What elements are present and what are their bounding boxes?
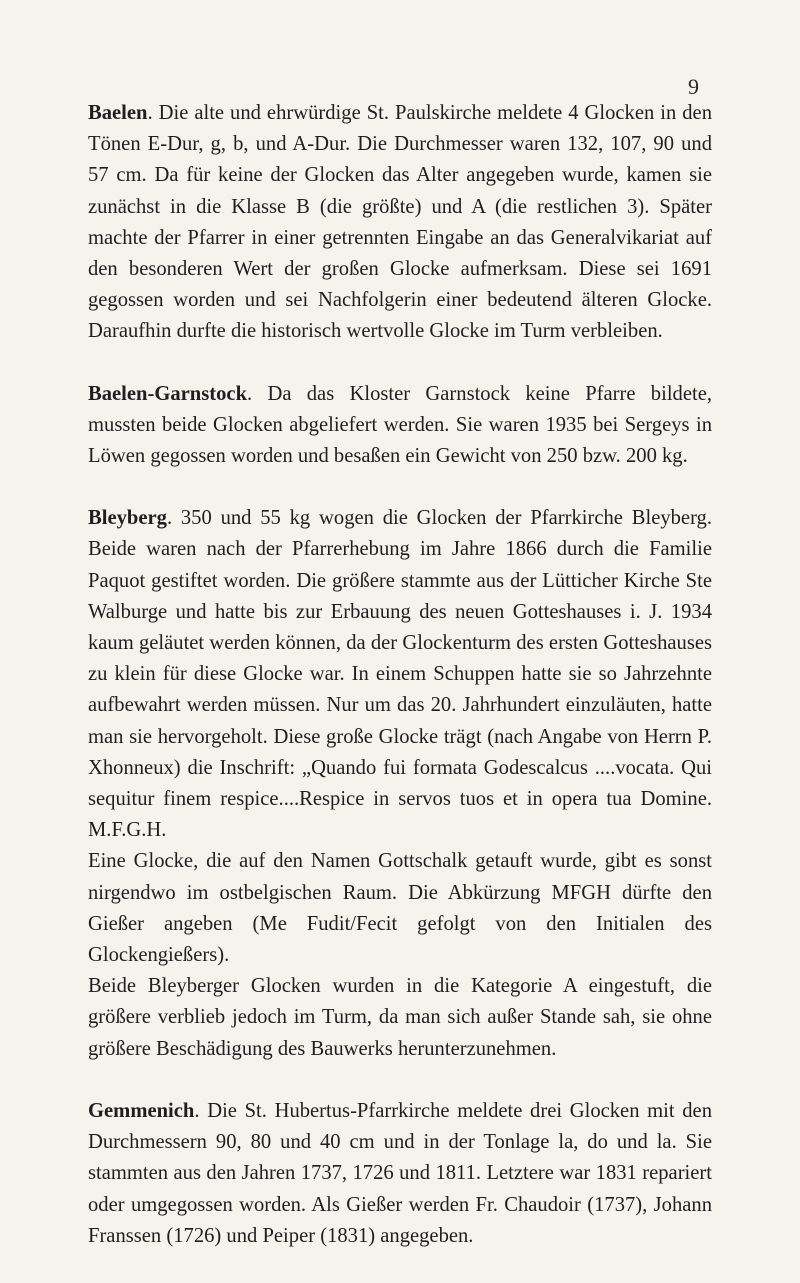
page-content [88,98,712,1283]
paragraph: Beide Bleyberger Glocken wurden in die Kategorie A eingestuft, die größere verblieb jedoch im Turm, da man sich außer Stande sah, sie ohne größere Beschädigung des Bauwerks herunterzunehmen. [88,975,712,1060]
section-heading: Baelen [88,102,148,124]
section-heading: Baelen-Garnstock [88,382,248,405]
section-baelen-garnstock [88,379,712,473]
section-baelen [88,98,712,348]
section-text: . Da das Kloster Garnstock keine Pfarre bildete, mussten beide Glocken abgeliefert werden. Sie waren 1935 bei Sergeys in Löwen gegossen worden und besaßen ein Gewicht von 250 bzw. 200 kg. [88,382,712,468]
section-text: . 350 und 55 kg wogen die Glocken der Pfarrkirche Bleyberg. Beide waren nach der Pfarrerhebung im Jahre 1866 durch die Familie Paquot gestiftet worden. Die größere stammte aus der Lütticher Kirche Ste Walburge und hatte bis zur Erbauung des neuen Gotteshauses i. J. 1934 kaum geläutet werden können, da der Glockenturm des ersten Gotteshauses zu klein für diese Glocke war. In einem Schuppen hatte sie so Jahrzehnte aufbewahrt werden müssen. Nur um das 20. Jahrhundert einzuläuten, hatte man sie hervorgeholt. Diese große Glocke trägt (nach Angabe von Herrn P. Xhonneux) die Inschrift: „Quando fui formata Godescalcus ....vocata. Qui sequitur finem respice....Respice in servos tuos et in opera tua Domine. M.F.G.H. [88,507,712,842]
section-heading: Bleyberg [88,507,167,530]
page-number: 9 [688,74,699,99]
section-text: . Die St. Hubertus-Pfarrkirche meldete drei Glocken mit den Durchmessern 90, 80 und 40 cm und in der Tonlage la, do und la. Sie stammten aus den Jahren 1737, 1726 und 1811. Letztere war 1831 repariert oder umgegossen worden. Als Gießer werden Fr. Chaudoir (1737), Johann Franssen (1726) und Peiper (1831) angegeben. [88,1099,712,1247]
paragraph: Eine Glocke, die auf den Namen Gottschalk getauft wurde, gibt es sonst nirgendwo im ostbelgischen Raum. Die Abkürzung MFGH dürfte den Gießer angeben (Me Fudit/Fecit gefolgt von den Initialen des Glockengießers). [88,850,712,967]
section-gemmenich [88,1096,712,1252]
section-bleyberg [88,503,712,846]
section-heading: Gemmenich [88,1099,195,1122]
section-text: . Die alte und ehrwürdige St. Paulskirche meldete 4 Glocken in den Tönen E-Dur, g, b, und A-Dur. Die Durchmesser waren 132, 107, 90 und 57 cm. Da für keine der Glocken das Alter angegeben wurde, kamen sie zunächst in die Klasse B (die größte) und A (die restlichen 3). Später machte der Pfarrer in einer getrennten Eingabe an das Generalvikariat auf den besonderen Wert der großen Glocke aufmerksam. Diese sei 1691 gegossen worden und sei Nachfolgerin einer bedeutend älteren Glocke. Daraufhin durfte die historisch wertvolle Glocke im Turm verbleiben. [88,102,712,343]
